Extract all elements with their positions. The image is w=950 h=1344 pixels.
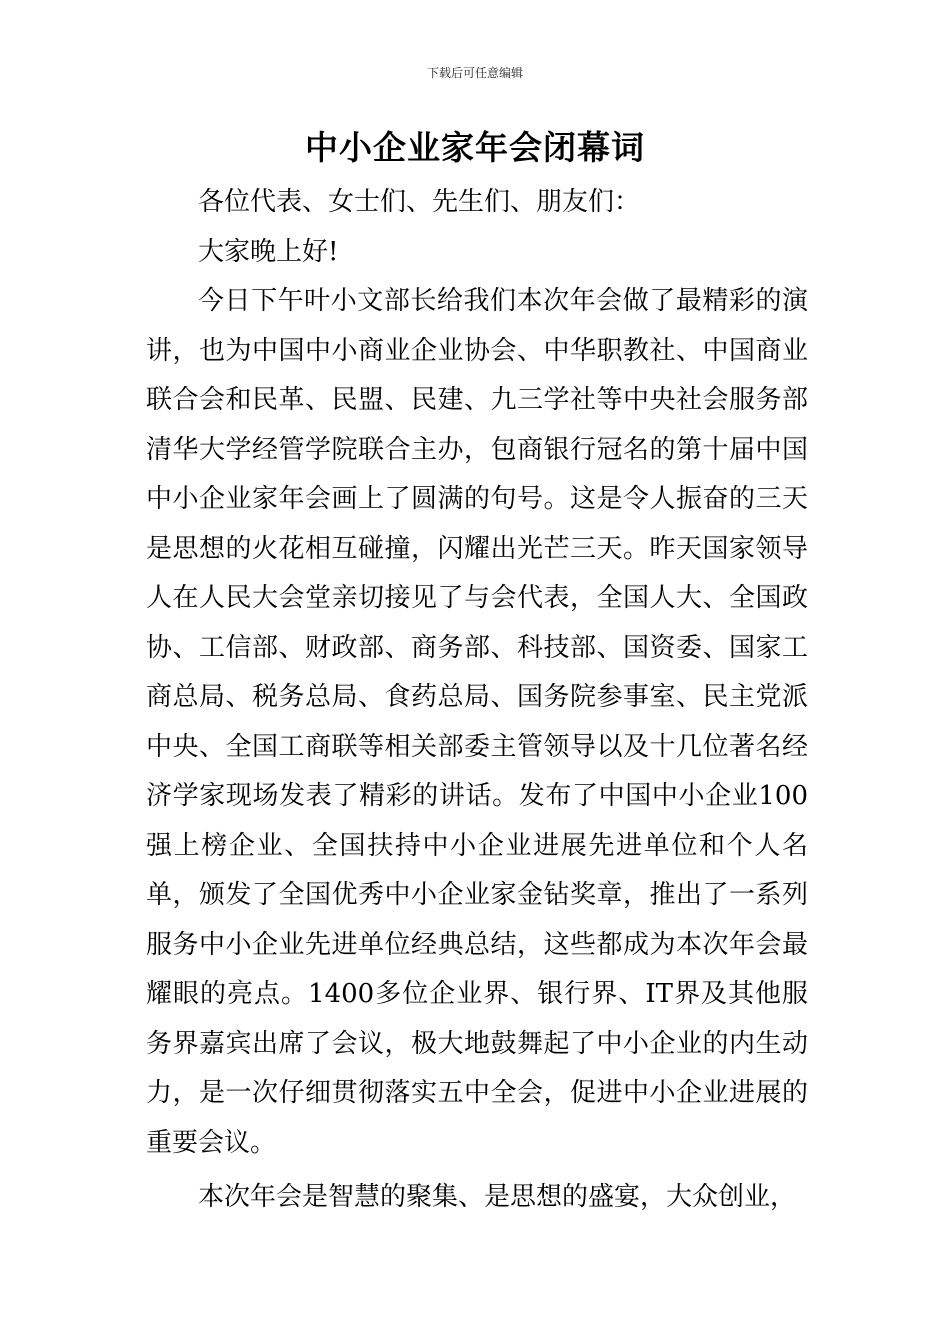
body-paragraph: 今日下午叶小文部长给我们本次年会做了最精彩的演讲，也为中国中小商业企业协会、中华职教社、中国商业联合会和民革、民盟、民建、九三学社等中央社会服务部清华大学经管学院联合主办，包商银行冠名的第十届中国中小企业家年会画上了圆满的句号。这是令人振奋的三天是思想的火花相互碰撞，闪耀出光芒三天。昨天国家领导人在人民大会堂亲切接见了与会代表，全国人大、全国政协、工信部、财政部、商务部、科技部、国资委、国家工商总局、税务总局、食药总局、国务院参事室、民主党派中央、全国工商联等相关部委主管领导以及十几位著名经济学家现场发表了精彩的讲话。发布了中国中小企业100强上榜企业、全国扶持中小企业进展先进单位和个人名单，颁发了全国优秀中小企业家金钻奖章，推出了一系列服务中小企业先进单位经典总结，这些都成为本次年会最耀眼的亮点。1400多位企业界、银行界、IT界及其他服务界嘉宾出席了会议，极大地鼓舞起了中小企业的内生动力，是一次仔细贯彻落实五中全会，促进中小企业进展的重要会议。 bbox=[146, 286, 808, 1158]
greeting-paragraph: 大家晚上好! bbox=[198, 236, 339, 267]
salutation-paragraph: 各位代表、女士们、先生们、朋友们： bbox=[198, 187, 641, 217]
body-paragraph: 本次年会是智慧的聚集、是思想的盛宴，大众创业， bbox=[198, 1182, 797, 1212]
document-title: 中小企业家年会闭幕词 bbox=[305, 128, 645, 167]
header-note: 下载后可任意编辑 bbox=[426, 66, 523, 80]
document-body bbox=[146, 178, 808, 1223]
